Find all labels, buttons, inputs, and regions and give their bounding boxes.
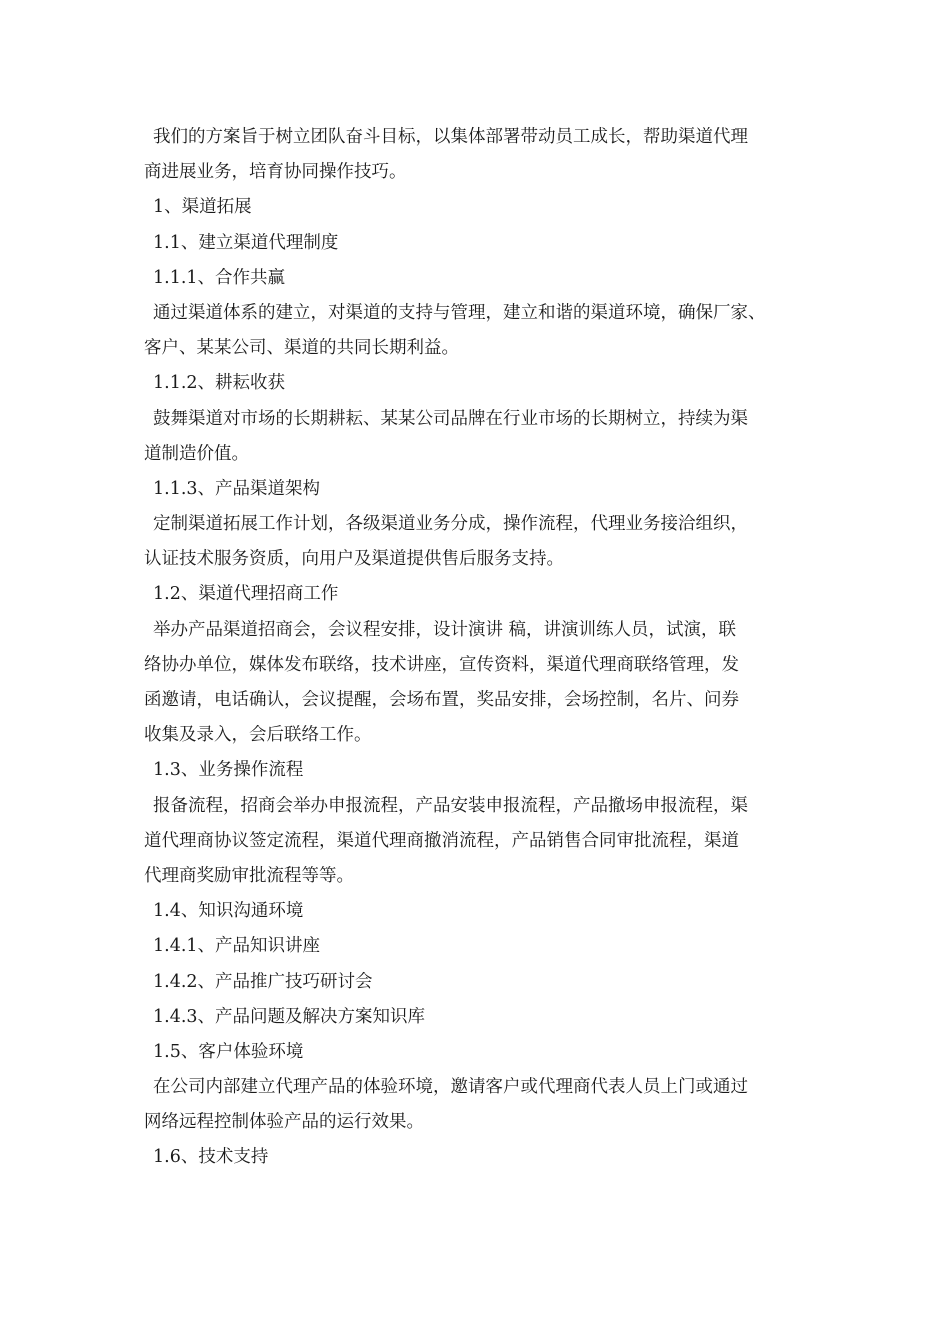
section-heading: 1.1.2、耕耘收获 (153, 373, 286, 394)
section-heading: 1.1.1、合作共赢 (153, 267, 286, 288)
paragraph-line: 道制造价值。 (144, 443, 249, 464)
paragraph-line: 认证技术服务资质，向用户及渠道提供售后服务支持。 (144, 549, 564, 570)
section-heading: 1.6、技术支持 (153, 1147, 269, 1168)
paragraph-line: 在公司内部建立代理产品的体验环境，邀请客户或代理商代表人员上门或通过 (153, 1077, 748, 1098)
paragraph-line: 函邀请，电话确认，会议提醒，会场布置，奖品安排，会场控制，名片、问券 (144, 690, 739, 710)
section-heading: 1.3、业务操作流程 (153, 760, 304, 781)
section-heading: 1.4、知识沟通环境 (153, 901, 304, 922)
paragraph-line: 络协办单位，媒体发布联络，技术讲座，宣传资料，渠道代理商联络管理，发 (144, 654, 739, 675)
paragraph-line: 举办产品渠道招商会，会议程安排，设计演讲 稿，讲演训练人员，试演，联 (153, 619, 737, 640)
paragraph-line: 商进展业务，培育协同操作技巧。 (144, 162, 407, 183)
paragraph-line: 报备流程，招商会举办申报流程，产品安装申报流程，产品撤场申报流程，渠 (153, 795, 748, 816)
paragraph-line: 道代理商协议签定流程，渠道代理商撤消流程，产品销售合同审批流程，渠道 (144, 830, 739, 851)
section-heading: 1.1、建立渠道代理制度 (153, 232, 339, 253)
paragraph-line: 定制渠道拓展工作计划，各级渠道业务分成，操作流程，代理业务接洽组织， (153, 514, 748, 535)
section-heading: 1.4.2、产品推广技巧研讨会 (153, 971, 373, 992)
section-heading: 1.5、客户体验环境 (153, 1041, 304, 1062)
paragraph-line: 客户、某某公司、渠道的共同长期利益。 (144, 338, 459, 359)
paragraph-line: 通过渠道体系的建立，对渠道的支持与管理，建立和谐的渠道环境，确保厂家、 (153, 302, 766, 323)
paragraph-line: 收集及录入，会后联络工作。 (144, 725, 372, 746)
section-heading: 1.4.1、产品知识讲座 (153, 936, 321, 957)
document-body (144, 120, 824, 1176)
paragraph-line: 我们的方案旨于树立团队奋斗目标，以集体部署带动员工成长，帮助渠道代理 (153, 127, 748, 147)
section-heading: 1.1.3、产品渠道架构 (153, 478, 321, 499)
section-heading: 1.4.3、产品问题及解决方案知识库 (153, 1006, 426, 1027)
paragraph-line: 网络远程控制体验产品的运行效果。 (144, 1112, 424, 1133)
section-heading: 1.2、渠道代理招商工作 (153, 584, 339, 605)
paragraph-line: 代理商奖励审批流程等等。 (144, 865, 354, 886)
paragraph-line: 鼓舞渠道对市场的长期耕耘、某某公司品牌在行业市场的长期树立，持续为渠 (153, 408, 748, 429)
section-heading: 1、渠道拓展 (153, 197, 252, 218)
